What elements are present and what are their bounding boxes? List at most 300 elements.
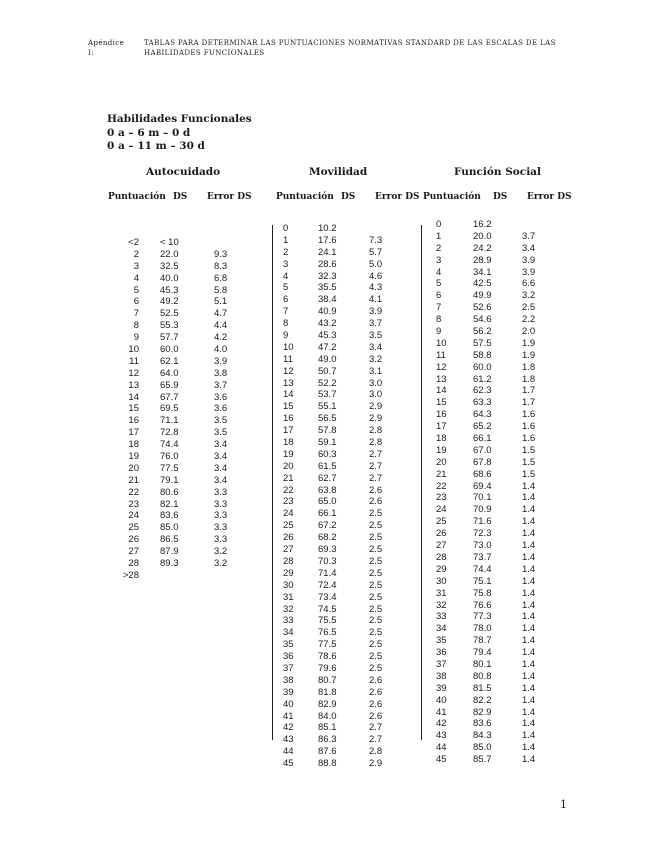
table-cell: 71.1 — [160, 415, 179, 427]
table-cell: 28 — [283, 555, 294, 567]
table-cell: 50.7 — [318, 365, 337, 377]
table-cell: 82.1 — [160, 498, 179, 510]
table-cell: 70.1 — [473, 492, 492, 504]
movilidad-ds-column — [318, 223, 337, 770]
table-cell: 45 — [283, 758, 294, 770]
table-cell: 3.2 — [214, 558, 228, 570]
table-cell: 38 — [283, 674, 294, 686]
table-cell: 1.6 — [522, 433, 536, 445]
table-cell: 1.4 — [522, 587, 536, 599]
table-cell: 1.4 — [522, 742, 536, 754]
funcion-social-header-ds: DS — [493, 192, 508, 202]
autocuidado-error-column — [214, 237, 227, 570]
table-cell: 3.5 — [214, 415, 228, 427]
table-cell: 9 — [133, 332, 139, 344]
table-cell: 57.5 — [473, 337, 492, 349]
table-cell: 52.2 — [318, 377, 337, 389]
table-cell: 2.7 — [369, 448, 383, 460]
table-cell: 71.4 — [318, 567, 337, 579]
table-cell: 35 — [436, 635, 447, 647]
table-cell: 72.8 — [160, 427, 179, 439]
table-cell: 67.0 — [473, 444, 492, 456]
table-cell: 84.3 — [473, 730, 492, 742]
table-cell: 3.1 — [369, 365, 383, 377]
table-cell: 20 — [436, 456, 447, 468]
table-cell: 27 — [283, 544, 294, 556]
table-cell: 35.5 — [318, 282, 337, 294]
table-cell: 1.4 — [522, 635, 536, 647]
table-cell: 1 — [283, 234, 289, 246]
table-cell: 1.5 — [522, 456, 536, 468]
table-cell: 41 — [436, 706, 447, 718]
table-cell: 6 — [133, 296, 139, 308]
table-cell: 2.5 — [369, 651, 383, 663]
table-cell: 1.4 — [522, 528, 536, 540]
table-cell: 25 — [128, 522, 139, 534]
table-cell: 45.3 — [160, 284, 179, 296]
table-cell: 66.1 — [473, 433, 492, 445]
table-cell: 62.1 — [160, 355, 179, 367]
table-cell: 15 — [436, 397, 447, 409]
table-cell: 75.5 — [318, 615, 337, 627]
table-cell: 4.0 — [214, 344, 228, 356]
table-cell: 34.1 — [473, 266, 492, 278]
subtitle-line-3: 0 a – 11 m – 30 d — [107, 140, 205, 152]
table-cell: 3.2 — [214, 546, 228, 558]
table-cell — [522, 219, 535, 231]
table-cell: 52.5 — [160, 308, 179, 320]
table-cell: 75.8 — [473, 587, 492, 599]
table-cell: 1.6 — [522, 409, 536, 421]
table-cell: 16 — [436, 409, 447, 421]
table-cell: 11 — [129, 355, 139, 367]
table-cell: 29 — [283, 567, 294, 579]
table-cell: 67.2 — [318, 520, 337, 532]
table-cell: 61.2 — [473, 373, 492, 385]
table-cell: 1.7 — [522, 385, 536, 397]
table-cell: 5.8 — [214, 284, 228, 296]
table-cell: 4 — [133, 272, 139, 284]
table-cell: 14 — [283, 389, 294, 401]
table-cell: 49.2 — [160, 296, 179, 308]
table-cell: 85.7 — [473, 754, 492, 766]
table-cell: 3.0 — [369, 377, 383, 389]
table-cell: 74.4 — [160, 439, 179, 451]
table-cell: 77.5 — [318, 639, 337, 651]
table-cell: 24.2 — [473, 242, 492, 254]
table-cell: 3.4 — [522, 242, 536, 254]
table-cell: 43 — [283, 734, 294, 746]
table-cell: 27 — [128, 546, 139, 558]
table-cell: 13 — [283, 377, 294, 389]
table-cell: 31 — [436, 587, 447, 599]
table-cell: 27 — [436, 540, 447, 552]
table-cell: 3.3 — [214, 534, 228, 546]
table-cell: 3.0 — [369, 389, 383, 401]
table-cell: 2.6 — [369, 710, 383, 722]
table-cell: 82.9 — [473, 706, 492, 718]
table-cell: 2.5 — [522, 302, 536, 314]
table-cell: 69.3 — [318, 544, 337, 556]
table-cell: 85.1 — [318, 722, 337, 734]
table-cell: 3.2 — [369, 353, 383, 365]
table-cell: 2 — [133, 248, 139, 260]
table-cell: 74.4 — [473, 563, 492, 575]
table-cell: 21 — [128, 474, 139, 486]
table-cell: 3.9 — [214, 355, 228, 367]
table-cell: 86.5 — [160, 534, 179, 546]
table-cell: 9 — [436, 326, 442, 338]
table-cell: 4.1 — [369, 294, 383, 306]
table-cell: 63.3 — [473, 397, 492, 409]
table-cell: 13 — [436, 373, 447, 385]
table-cell: 80.8 — [473, 670, 492, 682]
table-cell: 24 — [436, 504, 447, 516]
table-cell: 2.7 — [369, 722, 383, 734]
movilidad-header-error: Error DS — [375, 192, 420, 202]
table-cell: 24 — [283, 508, 294, 520]
table-cell: 18 — [436, 433, 447, 445]
table-cell: 5 — [283, 282, 289, 294]
table-cell: 17 — [436, 421, 447, 433]
table-cell: 3.4 — [214, 462, 228, 474]
appendix-label: Apéndice I: — [88, 39, 125, 57]
table-cell: 78.0 — [473, 623, 492, 635]
table-cell: 73.7 — [473, 551, 492, 563]
table-cell: 34 — [436, 623, 447, 635]
table-cell: 7 — [133, 308, 139, 320]
table-cell: 2.5 — [369, 567, 383, 579]
table-cell: 70.9 — [473, 504, 492, 516]
table-cell: 33 — [436, 611, 447, 623]
table-cell: 58.8 — [473, 349, 492, 361]
table-cell: 67.8 — [473, 456, 492, 468]
table-cell: 42 — [283, 722, 294, 734]
table-cell: 21 — [283, 472, 294, 484]
table-cell: 60.0 — [160, 344, 179, 356]
table-cell: 3.6 — [214, 391, 228, 403]
table-cell: 40 — [283, 698, 294, 710]
table-cell: 1.4 — [522, 611, 536, 623]
table-cell: 11 — [436, 349, 446, 361]
table-cell: 80.7 — [318, 674, 337, 686]
table-cell: 15 — [283, 401, 294, 413]
autocuidado-header-error: Error DS — [207, 192, 252, 202]
table-cell: < 10 — [160, 237, 179, 248]
table-cell: 6.6 — [522, 278, 536, 290]
table-cell: 54.6 — [473, 314, 492, 326]
table-cell: 32.3 — [318, 270, 337, 282]
table-cell: 75.1 — [473, 575, 492, 587]
subtitle-block — [107, 113, 252, 154]
table-cell: 53.7 — [318, 389, 337, 401]
table-cell: 57.7 — [160, 332, 179, 344]
table-cell: 83.6 — [473, 718, 492, 730]
table-cell: 4.2 — [214, 332, 228, 344]
table-cell: 4.6 — [369, 270, 383, 282]
table-cell: 65.9 — [160, 379, 179, 391]
table-cell: 62.3 — [473, 385, 492, 397]
column-separator-left — [272, 225, 273, 740]
table-cell: 77.5 — [160, 462, 179, 474]
table-cell: 62.7 — [318, 472, 337, 484]
funcion-social-header-error: Error DS — [527, 192, 572, 202]
table-cell: 6 — [283, 294, 289, 306]
table-cell: 28.9 — [473, 254, 492, 266]
table-cell: 76.0 — [160, 451, 179, 463]
table-cell: 68.2 — [318, 532, 337, 544]
table-cell: 69.4 — [473, 480, 492, 492]
table-cell: 3 — [436, 254, 442, 266]
table-cell: 55.1 — [318, 401, 337, 413]
table-cell — [369, 223, 382, 235]
table-cell: 8 — [133, 320, 139, 332]
table-cell: 2.5 — [369, 520, 383, 532]
table-cell: 1.4 — [522, 694, 536, 706]
table-cell: 12 — [283, 365, 294, 377]
table-cell: 1.4 — [522, 730, 536, 742]
table-cell: 16.2 — [473, 219, 492, 230]
table-cell: 89.3 — [160, 558, 179, 570]
table-cell: 5.1 — [214, 296, 228, 308]
table-cell: 2.5 — [369, 591, 383, 603]
table-cell: 1.4 — [522, 516, 536, 528]
table-cell: 1.7 — [522, 397, 536, 409]
table-cell: 68.6 — [473, 468, 492, 480]
table-cell: 5 — [133, 284, 139, 296]
table-cell: 80.6 — [160, 486, 179, 498]
table-cell: 37 — [436, 658, 447, 670]
table-cell: 49.9 — [473, 290, 492, 302]
table-cell: 79.4 — [473, 647, 492, 659]
table-cell: 1.4 — [522, 670, 536, 682]
table-cell: 3.3 — [214, 486, 228, 498]
table-cell: 22.0 — [160, 248, 179, 260]
table-cell: 85.0 — [473, 742, 492, 754]
table-cell: 52.6 — [473, 302, 492, 314]
table-cell: 1.4 — [522, 540, 536, 552]
table-cell: 3.3 — [214, 498, 228, 510]
table-cell: 19 — [436, 444, 447, 456]
table-cell: 42 — [436, 718, 447, 730]
table-cell: 76.5 — [318, 627, 337, 639]
table-cell: 1.4 — [522, 563, 536, 575]
table-cell: 56.5 — [318, 413, 337, 425]
table-cell: 80.1 — [473, 658, 492, 670]
table-cell: 2.6 — [369, 674, 383, 686]
table-cell: 23 — [128, 498, 139, 510]
table-cell: 4.3 — [369, 282, 383, 294]
table-cell: 2.5 — [369, 615, 383, 627]
table-cell: 2.5 — [369, 627, 383, 639]
table-cell: 69.5 — [160, 403, 179, 415]
table-cell: 26 — [436, 528, 447, 540]
table-cell: 3.4 — [214, 439, 228, 451]
table-cell: >28 — [122, 569, 139, 581]
autocuidado-header-ds: DS — [173, 192, 188, 202]
table-cell: 49.0 — [318, 353, 337, 365]
table-cell: 3.9 — [369, 306, 383, 318]
table-cell: 28 — [436, 551, 447, 563]
table-cell: 2 — [436, 242, 442, 254]
table-cell: 78.6 — [318, 651, 337, 663]
table-cell: 25 — [436, 516, 447, 528]
table-cell: 0 — [436, 219, 442, 230]
table-cell: 3.3 — [214, 522, 228, 534]
table-cell: 44 — [283, 746, 294, 758]
table-cell: 3 — [133, 260, 139, 272]
table-cell: 87.6 — [318, 746, 337, 758]
table-cell: 43.2 — [318, 318, 337, 330]
table-cell: 1.4 — [522, 551, 536, 563]
table-cell: 5 — [436, 278, 442, 290]
table-cell: 2.6 — [369, 686, 383, 698]
table-cell: 2.9 — [369, 758, 383, 770]
page-header — [88, 38, 578, 58]
table-cell: 83.6 — [160, 510, 179, 522]
table-cell: 5.7 — [369, 246, 383, 258]
table-cell: 65.2 — [473, 421, 492, 433]
table-cell: 3.5 — [369, 330, 383, 342]
table-cell: 79.6 — [318, 662, 337, 674]
table-cell: 1.8 — [522, 373, 536, 385]
table-cell: 39 — [436, 682, 447, 694]
table-cell: 28.6 — [318, 258, 337, 270]
table-cell: 60.0 — [473, 361, 492, 373]
table-cell: 12 — [128, 367, 139, 379]
table-cell: 2.2 — [522, 314, 536, 326]
table-cell: 32 — [436, 599, 447, 611]
table-cell: 32 — [283, 603, 294, 615]
table-cell: 45 — [436, 754, 447, 766]
table-cell: 70.3 — [318, 555, 337, 567]
funcion-social-puntuacion-column — [436, 219, 447, 766]
table-cell: 30 — [436, 575, 447, 587]
table-cell: 73.4 — [318, 591, 337, 603]
table-cell: 22 — [128, 486, 139, 498]
table-cell: 24.1 — [318, 246, 337, 258]
table-cell: 2.5 — [369, 662, 383, 674]
table-cell: <2 — [128, 237, 139, 248]
table-cell: 9 — [283, 330, 289, 342]
table-cell: 2.6 — [369, 698, 383, 710]
movilidad-error-column — [369, 223, 382, 770]
table-cell: 1.4 — [522, 504, 536, 516]
table-cell: 64.0 — [160, 367, 179, 379]
table-cell: 47.2 — [318, 341, 337, 353]
table-cell: 1.4 — [522, 658, 536, 670]
funcion-social-title: Función Social — [454, 166, 541, 178]
table-cell: 1.4 — [522, 647, 536, 659]
table-cell: 78.7 — [473, 635, 492, 647]
table-cell: 21 — [436, 468, 447, 480]
table-cell: 8.3 — [214, 260, 228, 272]
table-cell: 2.0 — [522, 326, 536, 338]
funcion-social-header-puntuacion: Puntuación — [423, 192, 481, 202]
table-cell: 8 — [283, 318, 289, 330]
table-cell: 67.7 — [160, 391, 179, 403]
table-cell: 17 — [128, 427, 139, 439]
table-cell: 40.9 — [318, 306, 337, 318]
table-cell: 37 — [283, 662, 294, 674]
table-cell: 3.4 — [369, 341, 383, 353]
table-cell: 2.6 — [369, 496, 383, 508]
table-cell: 20.0 — [473, 230, 492, 242]
table-cell: 4 — [283, 270, 289, 282]
table-cell: 2.9 — [369, 413, 383, 425]
table-cell: 1.8 — [522, 361, 536, 373]
table-cell: 22 — [283, 484, 294, 496]
table-cell: 25 — [283, 520, 294, 532]
table-cell: 40 — [436, 694, 447, 706]
table-cell: 1.4 — [522, 599, 536, 611]
table-cell: 10 — [283, 341, 294, 353]
table-cell: 1.4 — [522, 718, 536, 730]
table-cell: 2.5 — [369, 603, 383, 615]
table-cell: 26 — [128, 534, 139, 546]
table-cell: 42.5 — [473, 278, 492, 290]
table-cell: 63.8 — [318, 484, 337, 496]
subtitle-line-2: 0 a – 6 m – 0 d — [107, 126, 191, 139]
table-cell: 9.3 — [214, 248, 228, 260]
table-cell: 86.3 — [318, 734, 337, 746]
table-cell: 1.4 — [522, 682, 536, 694]
table-cell: 1.4 — [522, 480, 536, 492]
table-cell: 82.2 — [473, 694, 492, 706]
table-cell: 1.9 — [522, 337, 536, 349]
table-cell: 1.5 — [522, 444, 536, 456]
table-cell: 77.3 — [473, 611, 492, 623]
table-cell: 44 — [436, 742, 447, 754]
table-cell: 66.1 — [318, 508, 337, 520]
table-cell: 14 — [436, 385, 447, 397]
table-cell: 30 — [283, 579, 294, 591]
table-cell: 19 — [128, 451, 139, 463]
table-cell: 20 — [128, 462, 139, 474]
movilidad-puntuacion-column — [283, 223, 294, 770]
table-cell: 32.5 — [160, 260, 179, 272]
table-cell: 26 — [283, 532, 294, 544]
table-cell: 4 — [436, 266, 442, 278]
table-cell: 2.5 — [369, 532, 383, 544]
funcion-social-error-column — [522, 219, 535, 766]
table-cell: 17.6 — [318, 234, 337, 246]
table-cell: 2 — [283, 246, 289, 258]
autocuidado-title: Autocuidado — [146, 166, 221, 178]
table-cell: 2.5 — [369, 639, 383, 651]
table-cell: 24 — [128, 510, 139, 522]
movilidad-header-ds: DS — [341, 192, 356, 202]
table-cell: 87.9 — [160, 546, 179, 558]
table-cell: 3 — [283, 258, 289, 270]
autocuidado-puntuacion-column — [121, 237, 139, 582]
page-number: 1 — [560, 798, 567, 811]
table-cell: 3.2 — [522, 290, 536, 302]
table-cell: 39 — [283, 686, 294, 698]
table-cell: 1.9 — [522, 349, 536, 361]
table-cell: 71.6 — [473, 516, 492, 528]
table-cell: 22 — [436, 480, 447, 492]
table-cell: 7 — [283, 306, 289, 318]
table-cell: 17 — [283, 425, 294, 437]
table-cell: 41 — [283, 710, 294, 722]
table-cell: 20 — [283, 460, 294, 472]
movilidad-header-puntuacion: Puntuación — [276, 192, 334, 202]
table-cell: 8 — [436, 314, 442, 326]
table-cell: 5.0 — [369, 258, 383, 270]
table-cell: 3.4 — [214, 474, 228, 486]
table-cell: 36 — [283, 651, 294, 663]
